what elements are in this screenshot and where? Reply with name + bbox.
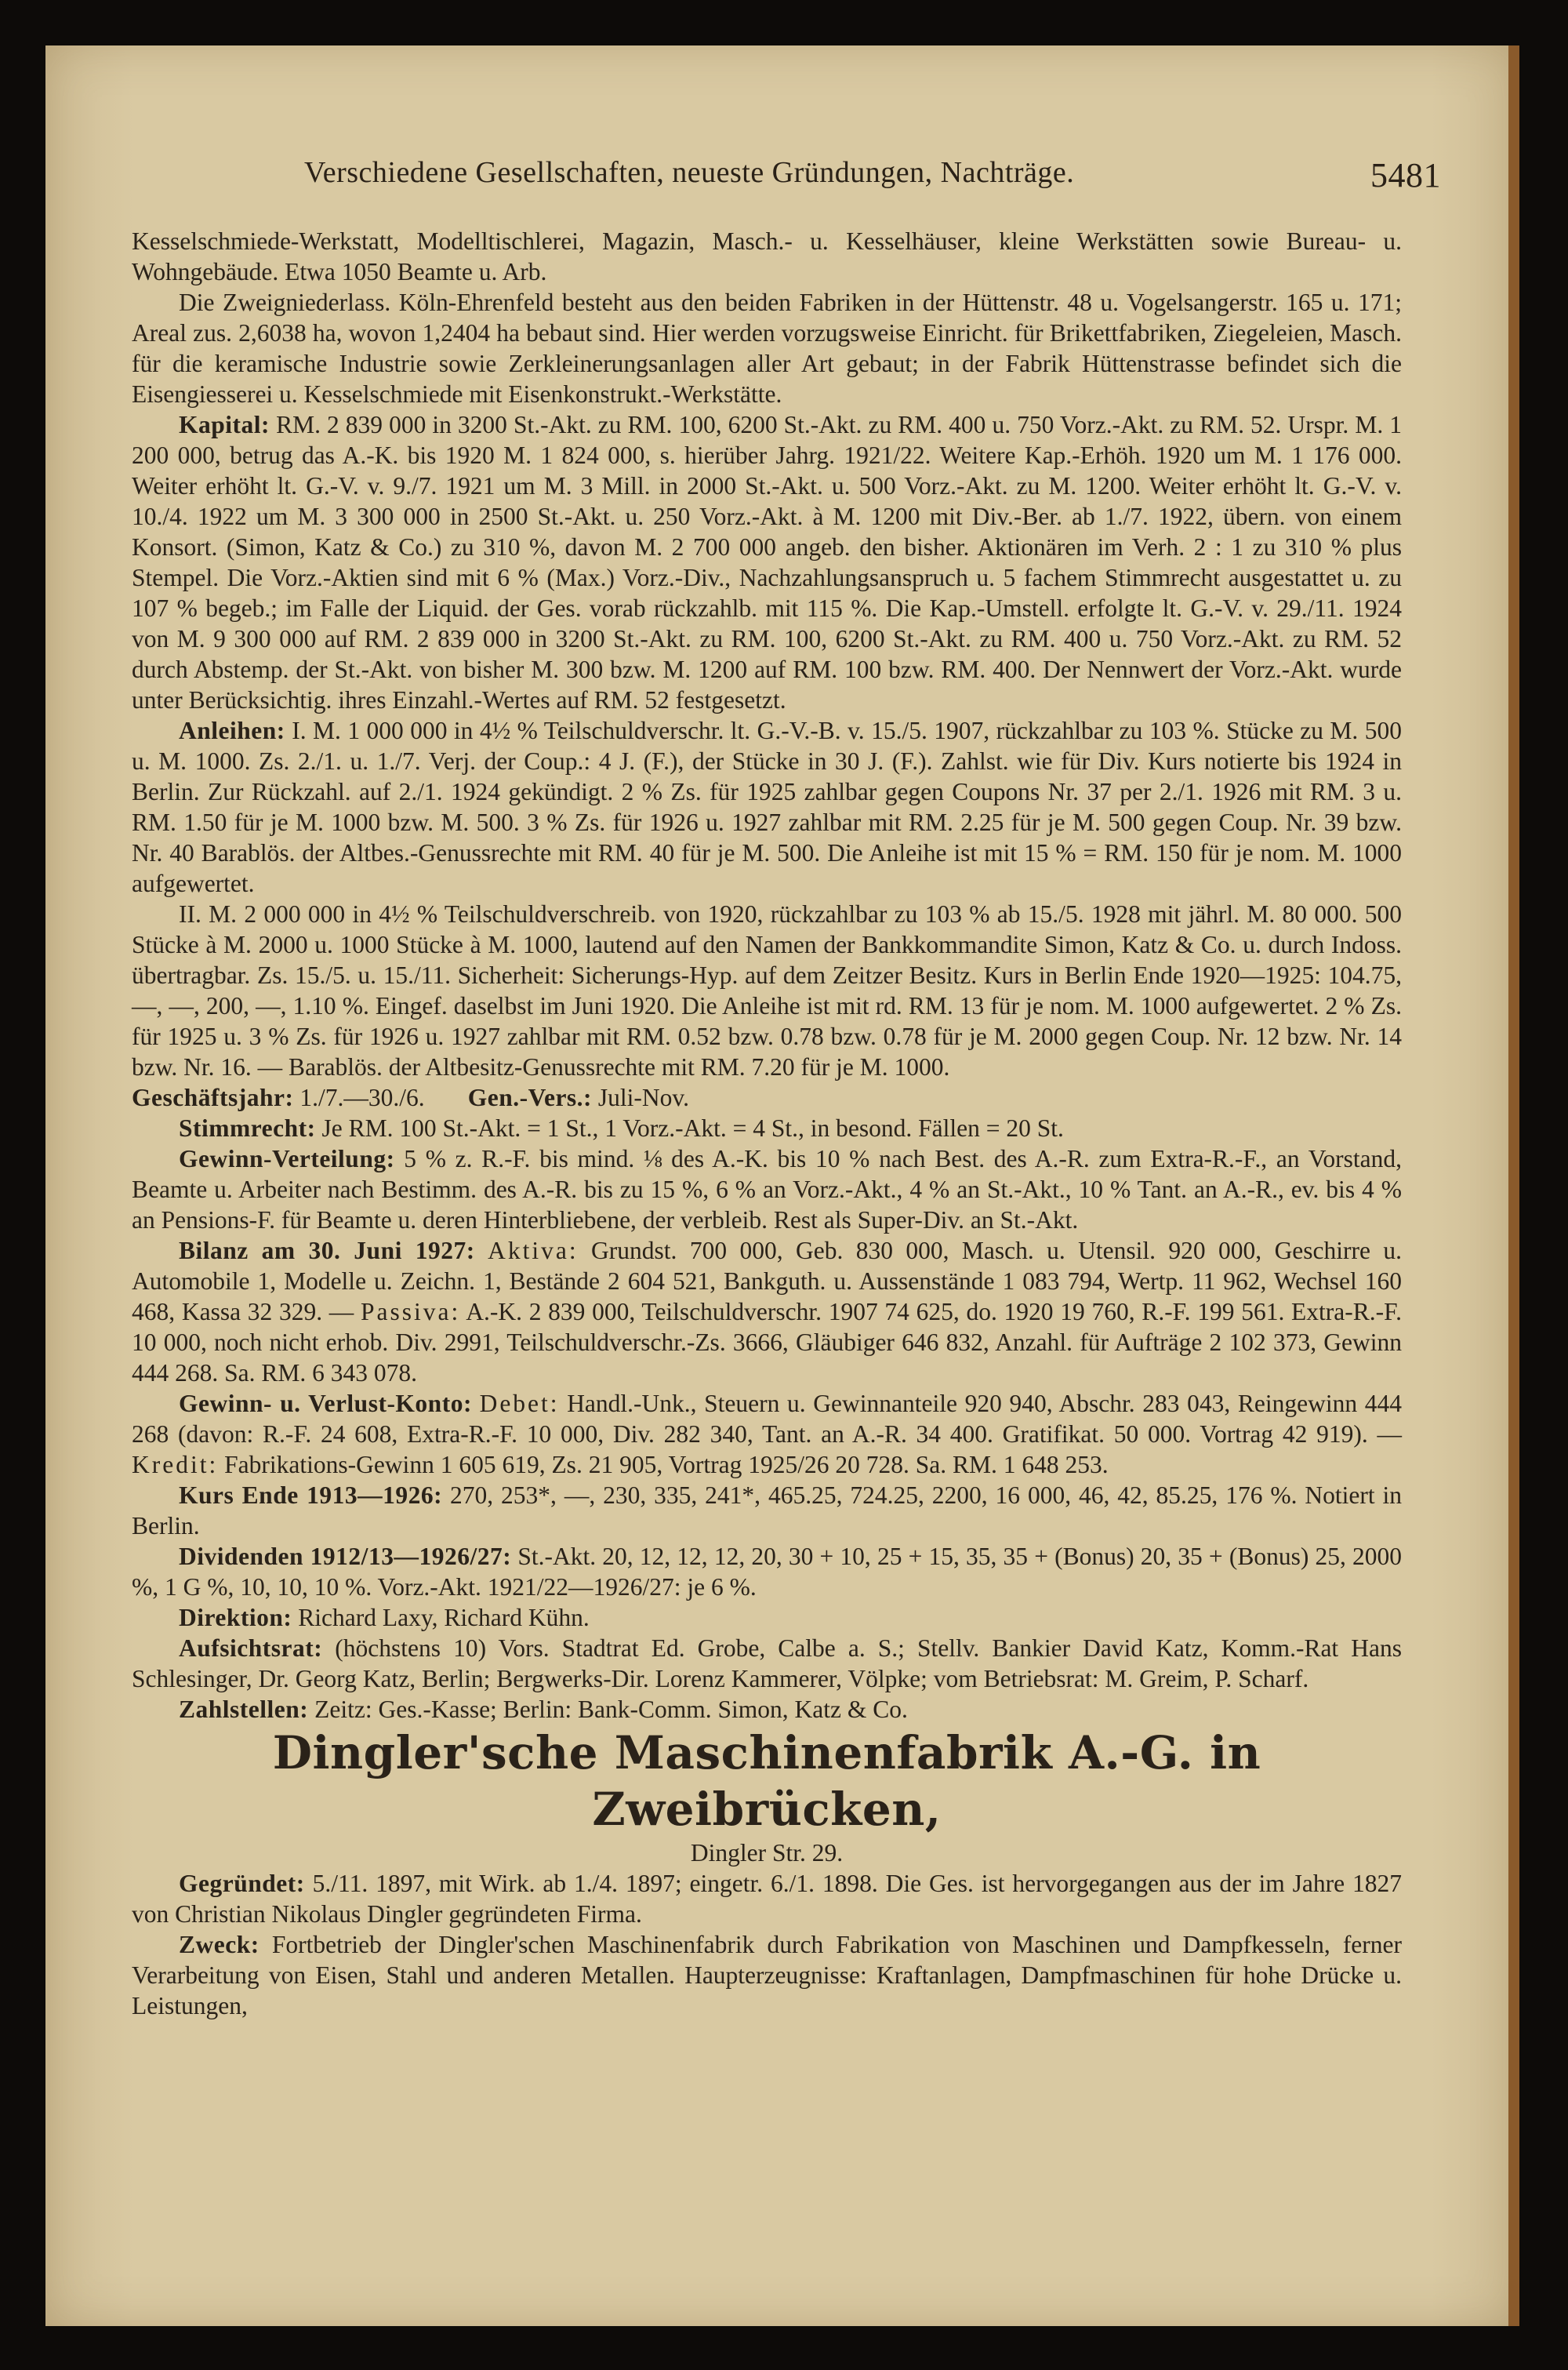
text-direktion: Richard Laxy, Richard Kühn. <box>298 1604 590 1631</box>
text-gegruendet: 5./11. 1897, mit Wirk. ab 1./4. 1897; eingetr. 6./1. 1898. Die Ges. ist hervorgegangen aus der im Jahre 1827 von Christian Nikolaus Dingler gegründeten Firma. <box>132 1870 1402 1928</box>
label-kapital: Kapital: <box>179 411 270 438</box>
paragraph-bilanz <box>132 1235 1402 1388</box>
paragraph-anleihen-1 <box>132 715 1402 899</box>
paragraph-werkstaetten: Kesselschmiede-Werkstatt, Modelltischlerei, Magazin, Masch.- u. Kesselhäuser, kleine Werkstätten sowie Bureau- u. Wohngebäude. Etwa 1050 Beamte u. Arb. <box>132 227 1402 285</box>
paragraph-kurs <box>132 1480 1402 1541</box>
text-gen-vers: Juli-Nov. <box>597 1084 690 1111</box>
text-bilanz-aktiva: Grundst. 700 000, Geb. 830 000, Masch. u. Utensil. 920 000, Geschirre u. Automobile 1, Modelle u. Zeichn. 1, Bestände 2 604 521, Bankguth. u. Aussenstände 1 083 794, Wertp. 11 962, Wechsel 160 468, Kassa 32 329. — <box>132 1237 1403 1325</box>
label-kredit: Kredit: <box>132 1451 219 1478</box>
text-geschaeftsjahr: 1./7.—30./6. <box>299 1084 425 1111</box>
label-direktion: Direktion: <box>179 1604 292 1631</box>
label-bilanz: Bilanz am 30. Juni 1927: <box>179 1237 475 1264</box>
paragraph-geschaeftsjahr <box>132 1082 1402 1113</box>
paragraph-zweigniederlassung: Die Zweigniederlass. Köln-Ehrenfeld besteht aus den beiden Fabriken in der Hüttenstr. 48 u. Vogelsangerstr. 165 u. 171; Areal zus. 2,6038 ha, wovon 1,2404 ha bebaut sind. Hier werden vorzugsweise Einricht. für Brikettfabriken, Ziegeleien, Masch. für die keramische Industrie sowie Zerkleinerungsanlagen aller Art gebaut; in der Fabrik Hüttenstrasse befindet sich die Eisengiesserei u. Kesselschmiede mit Eisenkonstrukt.-Werkstätte. <box>132 289 1402 408</box>
text-debet: Handl.-Unk., Steuern u. Gewinnanteile 920 940, Abschr. 283 043, Reingewinn 444 268 (davon: R.-F. 24 608, Extra-R.-F. 10 000, Div. 282 340, Tant. an A.-R. 34 400. Gratifikat. 50 000. Vortrag 42 919). — <box>132 1390 1402 1448</box>
label-zahlstellen: Zahlstellen: <box>179 1696 309 1723</box>
paragraph-zahlstellen <box>132 1694 1402 1725</box>
text-anleihen-1: I. M. 1 000 000 in 4½ % Teilschuldverschr. lt. G.-V.-B. v. 15./5. 1907, rückzahlbar zu 103 %. Stücke zu M. 500 u. M. 1000. Zs. 2./1. u. 1./7. Verj. der Coup.: 4 J. (F.), der Stücke in 30 J. (F.). Zahlst. wie für Div. Kurs notierte bis 1924 in Berlin. Zur Rückzahl. auf 2./1. 1924 gekündigt. 2 % Zs. für 1925 zahlbar gegen Coupons Nr. 37 per 2./1. 1926 mit RM. 3 u. RM. 1.50 für je M. 1000 bzw. M. 500. 3 % Zs. für 1926 u. 1927 zahlbar mit RM. 2.25 für je M. 500 gegen Coup. Nr. 39 bzw. Nr. 40 Barablös. der Altbes.-Genussrechte mit RM. 40 für je M. 500. Die Anleihe ist mit 15 % = RM. 150 für je nom. M. 1000 aufgewertet. <box>132 717 1402 897</box>
label-passiva: Passiva: <box>361 1298 461 1325</box>
paragraph-aufsichtsrat <box>132 1633 1402 1694</box>
text-bilanz-passiva: A.-K. 2 839 000, Teilschuldverschr. 1907 74 625, do. 1920 19 760, R.-F. 199 561. Extra-R.-F. 10 000, noch nicht erhob. Div. 2991, Teilschuldverschr.-Zs. 3666, Gläubiger 646 832, Anzahl. für Aufträge 2 102 373, Gewinn 444 268. Sa. RM. 6 343 078. <box>132 1298 1403 1387</box>
document-page <box>45 45 1519 2326</box>
paragraph-dividenden <box>132 1541 1402 1602</box>
paragraph-stimmrecht <box>132 1113 1402 1143</box>
label-debet: Debet: <box>479 1390 560 1417</box>
paragraph-anleihen-2: II. M. 2 000 000 in 4½ % Teilschuldverschreib. von 1920, rückzahlbar zu 103 % ab 15./5. 1928 mit jährl. M. 80 000. 500 Stücke à M. 2000 u. 1000 Stücke à M. 1000, lautend auf den Namen der Bankkommandite Simon, Katz & Co. u. durch Indoss. übertragbar. Zs. 15./5. u. 15./11. Sicherheit: Sicherungs-Hyp. auf dem Zeitzer Besitz. Kurs in Berlin Ende 1920—1925: 104.75, —, —, 200, —, 1.10 %. Eingef. daselbst im Juni 1920. Die Anleihe ist mit rd. RM. 13 für je nom. M. 1000 aufgewertet. 2 % Zs. für 1925 u. 3 % Zs. für 1926 u. 1927 zahlbar mit RM. 0.52 bzw. 0.78 bzw. 0.78 für je M. 2000 gegen Coup. Nr. 12 bzw. Nr. 14 bzw. Nr. 16. — Barablös. der Altbesitz-Genussrechte mit RM. 7.20 für je M. 1000. <box>132 900 1402 1081</box>
label-geschaeftsjahr: Geschäftsjahr: <box>132 1084 294 1111</box>
body-text <box>132 226 1402 2021</box>
label-kurs: Kurs Ende 1913—1926: <box>179 1481 443 1509</box>
label-gen-vers: Gen.-Vers.: <box>467 1084 593 1111</box>
page-number: 5481 <box>1370 156 1441 194</box>
text-zweck: Fortbetrieb der Dingler'schen Maschinenfabrik durch Fabrikation von Maschinen und Dampfkesseln, ferner Verarbeitung von Eisen, Stahl und anderen Metallen. Haupterzeugnisse: Kraftanlagen, Dampfmaschinen für hohe Drücke u. Leistungen, <box>132 1931 1403 2019</box>
running-title: Verschiedene Gesellschaften, neueste Gründungen, Nachträge. <box>304 156 1075 189</box>
paragraph-gegruendet <box>132 1868 1402 1929</box>
paragraph-direktion <box>132 1602 1402 1633</box>
label-aktiva: Aktiva: <box>488 1237 579 1264</box>
text-zahlstellen: Zeitz: Ges.-Kasse; Berlin: Bank-Comm. Simon, Katz & Co. <box>314 1696 908 1723</box>
paragraph-kapital <box>132 409 1402 715</box>
paragraph-gewinn-verlust <box>132 1388 1402 1480</box>
text-kredit: Fabrikations-Gewinn 1 605 619, Zs. 21 905, Vortrag 1925/26 20 728. Sa. RM. 1 648 253. <box>224 1451 1109 1478</box>
company-title: Dingler'sche Maschinenfabrik A.-G. in Zweibrücken, <box>272 1726 1261 1836</box>
label-gewinn-verlust: Gewinn- u. Verlust-Konto: <box>179 1390 472 1417</box>
text-kapital: RM. 2 839 000 in 3200 St.-Akt. zu RM. 100, 6200 St.-Akt. zu RM. 400 u. 750 Vorz.-Akt. zu RM. 52. Urspr. M. 1 200 000, betrug das A.-K. bis 1920 M. 1 824 000, s. hierüber Jahrg. 1921/22. Weitere Kap.-Erhöh. 1920 um M. 1 176 000. Weiter erhöht lt. G.-V. v. 9./7. 1921 um M. 3 Mill. in 2000 St.-Akt. u. 500 Vorz.-Akt. zu M. 1200. Weiter erhöht lt. G.-V. v. 10./4. 1922 um M. 3 300 000 in 2500 St.-Akt. u. 250 Vorz.-Akt. à M. 1200 mit Div.-Ber. ab 1./7. 1922, übern. von einem Konsort. (Simon, Katz & Co.) zu 310 %, davon M. 2 700 000 angeb. den bisher. Aktionären im Verh. 2 : 1 zu 310 % plus Stempel. Die Vorz.-Aktien sind mit 6 % (Max.) Vorz.-Div., Nachzahlungsanspruch u. 5 fachem Stimmrecht ausgestattet u. zu 107 % begeb.; im Falle der Liquid. der Ges. vorab rückzahlb. mit 115 %. Die Kap.-Umstell. erfolgte lt. G.-V. v. 29./11. 1924 von M. 9 300 000 auf RM. 2 839 000 in 3200 St.-Akt. zu RM. 100, 6200 St.-Akt. zu RM. 400 u. 750 Vorz.-Akt. zu RM. 52 durch Abstemp. der St.-Akt. von bisher M. 300 bzw. M. 1200 auf RM. 100 bzw. RM. 400. Der Nennwert der Vorz.-Akt. wurde unter Berücksichtig. ihres Einzahl.-Wertes auf RM. 52 festgesetzt. <box>132 411 1402 714</box>
binding-edge <box>1508 45 1519 2326</box>
label-dividenden: Dividenden 1912/13—1926/27: <box>179 1543 512 1570</box>
text-kurs: 270, 253*, —, 230, 335, 241*, 465.25, 724.25, 2200, 16 000, 46, 42, 85.25, 176 %. Notiert in Berlin. <box>132 1481 1402 1539</box>
label-zweck: Zweck: <box>179 1931 260 1958</box>
label-stimmrecht: Stimmrecht: <box>179 1114 316 1142</box>
company-address: Dingler Str. 29. <box>690 1839 844 1867</box>
text-dividenden: St.-Akt. 20, 12, 12, 12, 20, 30 + 10, 25 + 15, 35, 35 + (Bonus) 20, 35 + (Bonus) 25, 2000 %, 1 G %, 10, 10, 10 %. Vorz.-Akt. 1921/22—1926/27: je 6 %. <box>132 1543 1402 1601</box>
text-stimmrecht: Je RM. 100 St.-Akt. = 1 St., 1 Vorz.-Akt. = 4 St., in besond. Fällen = 20 St. <box>321 1114 1064 1142</box>
paragraph-zweck <box>132 1929 1402 2021</box>
label-gewinn-verteilung: Gewinn-Verteilung: <box>179 1145 395 1172</box>
paragraph-gewinn-verteilung <box>132 1143 1402 1235</box>
label-anleihen: Anleihen: <box>179 717 285 744</box>
label-aufsichtsrat: Aufsichtsrat: <box>179 1634 323 1662</box>
text-aufsichtsrat: (höchstens 10) Vors. Stadtrat Ed. Grobe, Calbe a. S.; Stellv. Bankier David Katz, Komm.-Rat Hans Schlesinger, Dr. Georg Katz, Berlin; Bergwerks-Dir. Lorenz Kammerer, Völpke; vom Betriebsrat: M. Greim, P. Scharf. <box>132 1634 1402 1692</box>
label-gegruendet: Gegründet: <box>179 1870 305 1897</box>
page-header <box>304 155 1441 194</box>
text-gewinn-verteilung: 5 % z. R.-F. bis mind. ⅛ des A.-K. bis 10 % nach Best. des A.-R. zum Extra-R.-F., an Vorstand, Beamte u. Arbeiter nach Bestimm. des A.-R. bis zu 15 %, 6 % an Vorz.-Akt., 4 % an St.-Akt., 10 % Tant. an A.-R., ev. bis 4 % an Pensions-F. für Beamte u. deren Hinterbliebene, der verbleib. Rest als Super-Div. an St.-Akt. <box>132 1145 1402 1234</box>
